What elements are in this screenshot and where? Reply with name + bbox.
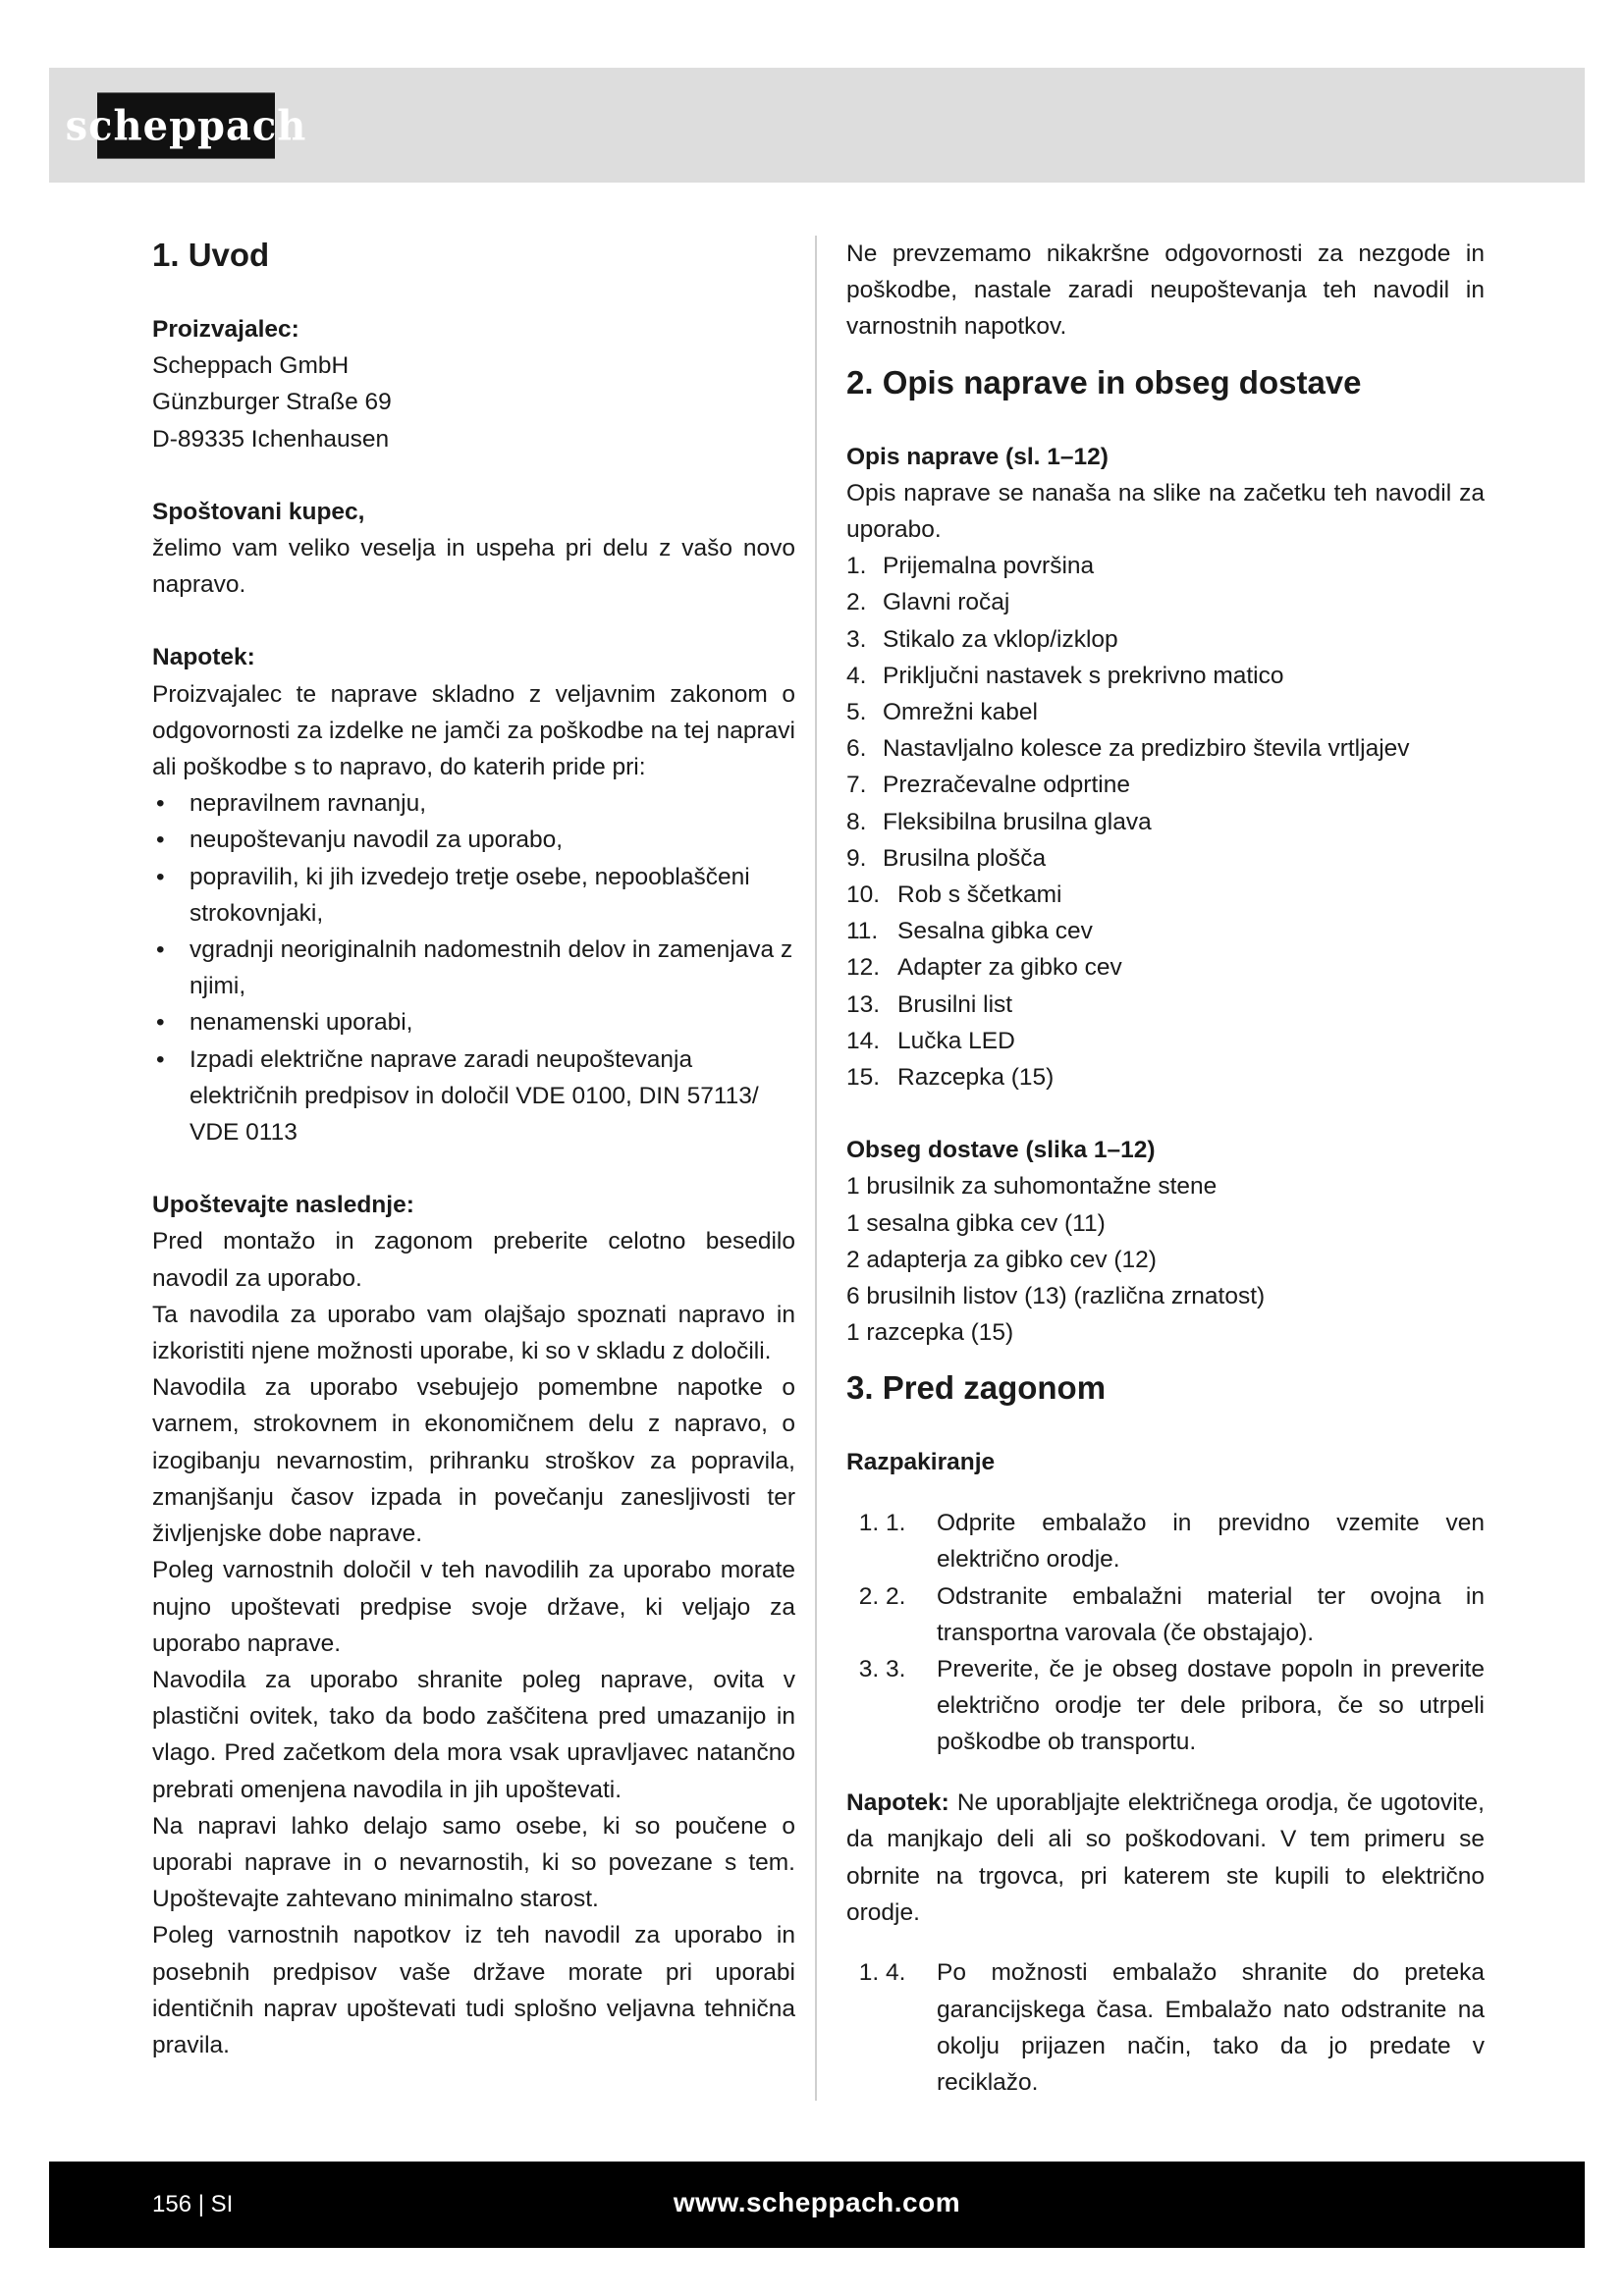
scheppach-logo: scheppach [97,92,275,158]
manufacturer-line: Günzburger Straße 69 [152,389,392,416]
part-item: 4. Priključni nastavek s prekrivno matico [846,662,1284,689]
scope-line: 2 adapterja za gibko cev (12) [846,1246,1157,1273]
list-item: 2. 2. Odstranite embalažni material ter ovojna in transportna varovala (če obstajajo). [886,1578,1485,1651]
manufacturer-line: Scheppach GmbH [152,352,350,380]
unpacking-steps [846,1505,1485,1760]
part-item: 3. Stikalo za vklop/izklop [846,625,1118,653]
part-item: 10. Rob s ščetkami [846,881,1062,909]
scope-line: 1 razcepka (15) [846,1319,1014,1347]
list-item: • popravilih, ki jih izvedejo tretje osebe, nepooblaščeni strokovnjaki, [152,859,795,932]
part-item: 13. Brusilni list [846,990,1013,1018]
observe-paragraph: Poleg varnostnih napotkov iz teh navodil za uporabo in posebnih predpisov vaše države morate pri uporabi identičnih naprav upoštevati tudi splošno veljavna tehnična pravila. [152,1922,795,2058]
part-item: 1. Prijemalna površina [846,553,1095,580]
observe-paragraph: Ta navodila za uporabo vam olajšajo spoznati napravo in izkoristiti njene možnosti uporabe, ki so v skladu z določili. [152,1301,795,1365]
manufacturer-heading: Proizvajalec: [152,316,299,343]
section-title-before-start: 3. Pred zagonom [846,1369,1107,1407]
part-item: 11. Sesalna gibka cev [846,918,1093,945]
description-heading: Opis naprave (sl. 1–12) [846,443,1109,470]
greeting-heading: Spoštovani kupec, [152,498,365,525]
scope-line: 6 brusilnih listov (13) (različna zrnatost) [846,1283,1266,1310]
observe-paragraph: Navodila za uporabo vsebujejo pomembne napotke o varnem, strokovnem in ekonomičnem delu z napravo, o izogibanju nevarnostim, prihranku stroškov za popravila, zmanjšanju časov izpada in povečanju zanesljivosti ter življenjske dobe naprave. [152,1374,795,1548]
note-intro: Proizvajalec te naprave skladno z veljavnim zakonom o odgovornosti za izdelke ne jamči za poškodbe na tej napravi ali poškodbe s to napravo, do katerih pride pri: [152,680,795,781]
list-item: • nenamenski uporabi, [152,1004,795,1041]
unpacking-note-text: Ne uporabljajte električnega orodja, če ugotovite, da manjkajo deli ali so poškodovani. V tem primeru se obrnite na trgovca, pri katerem ste kupili to električno orodje. [846,1789,1485,1926]
part-item: 5. Omrežni kabel [846,699,1038,726]
unpacking-note-label: Napotek: [846,1789,949,1817]
unpacking-steps-cont [846,1954,1485,2101]
scope-line: 1 brusilnik za suhomontažne stene [846,1173,1218,1201]
liability-text: Ne prevzemamo nikakršne odgovornosti za nezgode in poškodbe, nastale zaradi neupoštevanja teh navodil in varnostnih napotkov. [846,240,1485,341]
right-column [846,236,1485,2125]
part-item: 8. Fleksibilna brusilna glava [846,808,1152,835]
website-link[interactable]: www.scheppach.com [673,2187,961,2217]
scope-line: 1 sesalna gibka cev (11) [846,1209,1106,1237]
part-item: 7. Prezračevalne odprtine [846,772,1130,799]
list-item: 3. 3. Preverite, če je obseg dostave popoln in preverite električno orodje ter dele pribora, če so utrpeli poškodbe ob transportu. [886,1651,1485,1761]
header-band [49,68,1585,183]
parts-list [846,548,1485,1095]
list-item: • vgradnji neoriginalnih nadomestnih delov in zamenjava z njimi, [152,932,795,1004]
part-item: 15. Razcepka (15) [846,1064,1055,1092]
observe-paragraph: Navodila za uporabo shranite poleg naprave, ovita v plastični ovitek, tako da bodo zaščitena pred umazanijo in vlago. Pred začetkom dela mora vsak upravljavec natančno prebrati omenjena navodila in jih upoštevati. [152,1666,795,1803]
observe-paragraph: Na napravi lahko delajo samo osebe, ki so poučene o uporabi naprave in o nevarnostih, ki so povezane s tem. Upoštevajte zahtevano minimalno starost. [152,1812,795,1913]
part-item: 2. Glavni ročaj [846,589,1010,616]
list-item: 1. 1. Odprite embalažo in previdno vzemite ven električno orodje. [886,1505,1485,1577]
part-item: 12. Adapter za gibko cev [846,954,1122,982]
unpacking-note [846,1785,1485,1931]
footer-band [49,2162,1585,2248]
greeting-text: želimo vam veliko veselja in uspeha pri delu z vašo novo napravo. [152,535,795,599]
observe-paragraph: Pred montažo in zagonom preberite celotno besedilo navodil za uporabo. [152,1228,795,1292]
list-item: • neupoštevanju navodil za uporabo, [152,822,795,858]
unpacking-heading: Razpakiranje [846,1449,996,1476]
column-divider [815,236,817,2101]
list-item: • nepravilnem ravnanju, [152,785,795,822]
left-column [152,236,795,2063]
part-item: 9. Brusilna plošča [846,844,1047,872]
part-item: 14. Lučka LED [846,1027,1015,1054]
liability-bullet-list [152,785,795,1150]
section-title-intro: 1. Uvod [152,237,270,273]
page-number: 156 | SI [152,2191,234,2217]
observe-heading: Upoštevajte naslednje: [152,1192,414,1219]
description-intro: Opis naprave se nanaša na slike na začetku teh navodil za uporabo. [846,479,1485,544]
manufacturer-line: D-89335 Ichenhausen [152,425,390,453]
scope-heading: Obseg dostave (slika 1–12) [846,1137,1156,1164]
part-item: 6. Nastavljalno kolesce za predizbiro števila vrtljajev [846,735,1410,763]
observe-paragraph: Poleg varnostnih določil v teh navodilih za uporabo morate nujno upoštevati predpise svoje države, ki veljajo za uporabo naprave. [152,1557,795,1657]
list-item: • Izpadi električne naprave zaradi neupoštevanja električnih predpisov in določil VDE 0100, DIN 57113/ VDE 0113 [152,1041,795,1151]
note-heading: Napotek: [152,644,255,671]
section-title-description: 2. Opis naprave in obseg dostave [846,363,1362,400]
list-item: 1. 4. Po možnosti embalažo shranite do preteka garancijskega časa. Embalažo nato odstranite na okolju prijazen način, tako da jo predate v reciklažo. [886,1954,1485,2101]
